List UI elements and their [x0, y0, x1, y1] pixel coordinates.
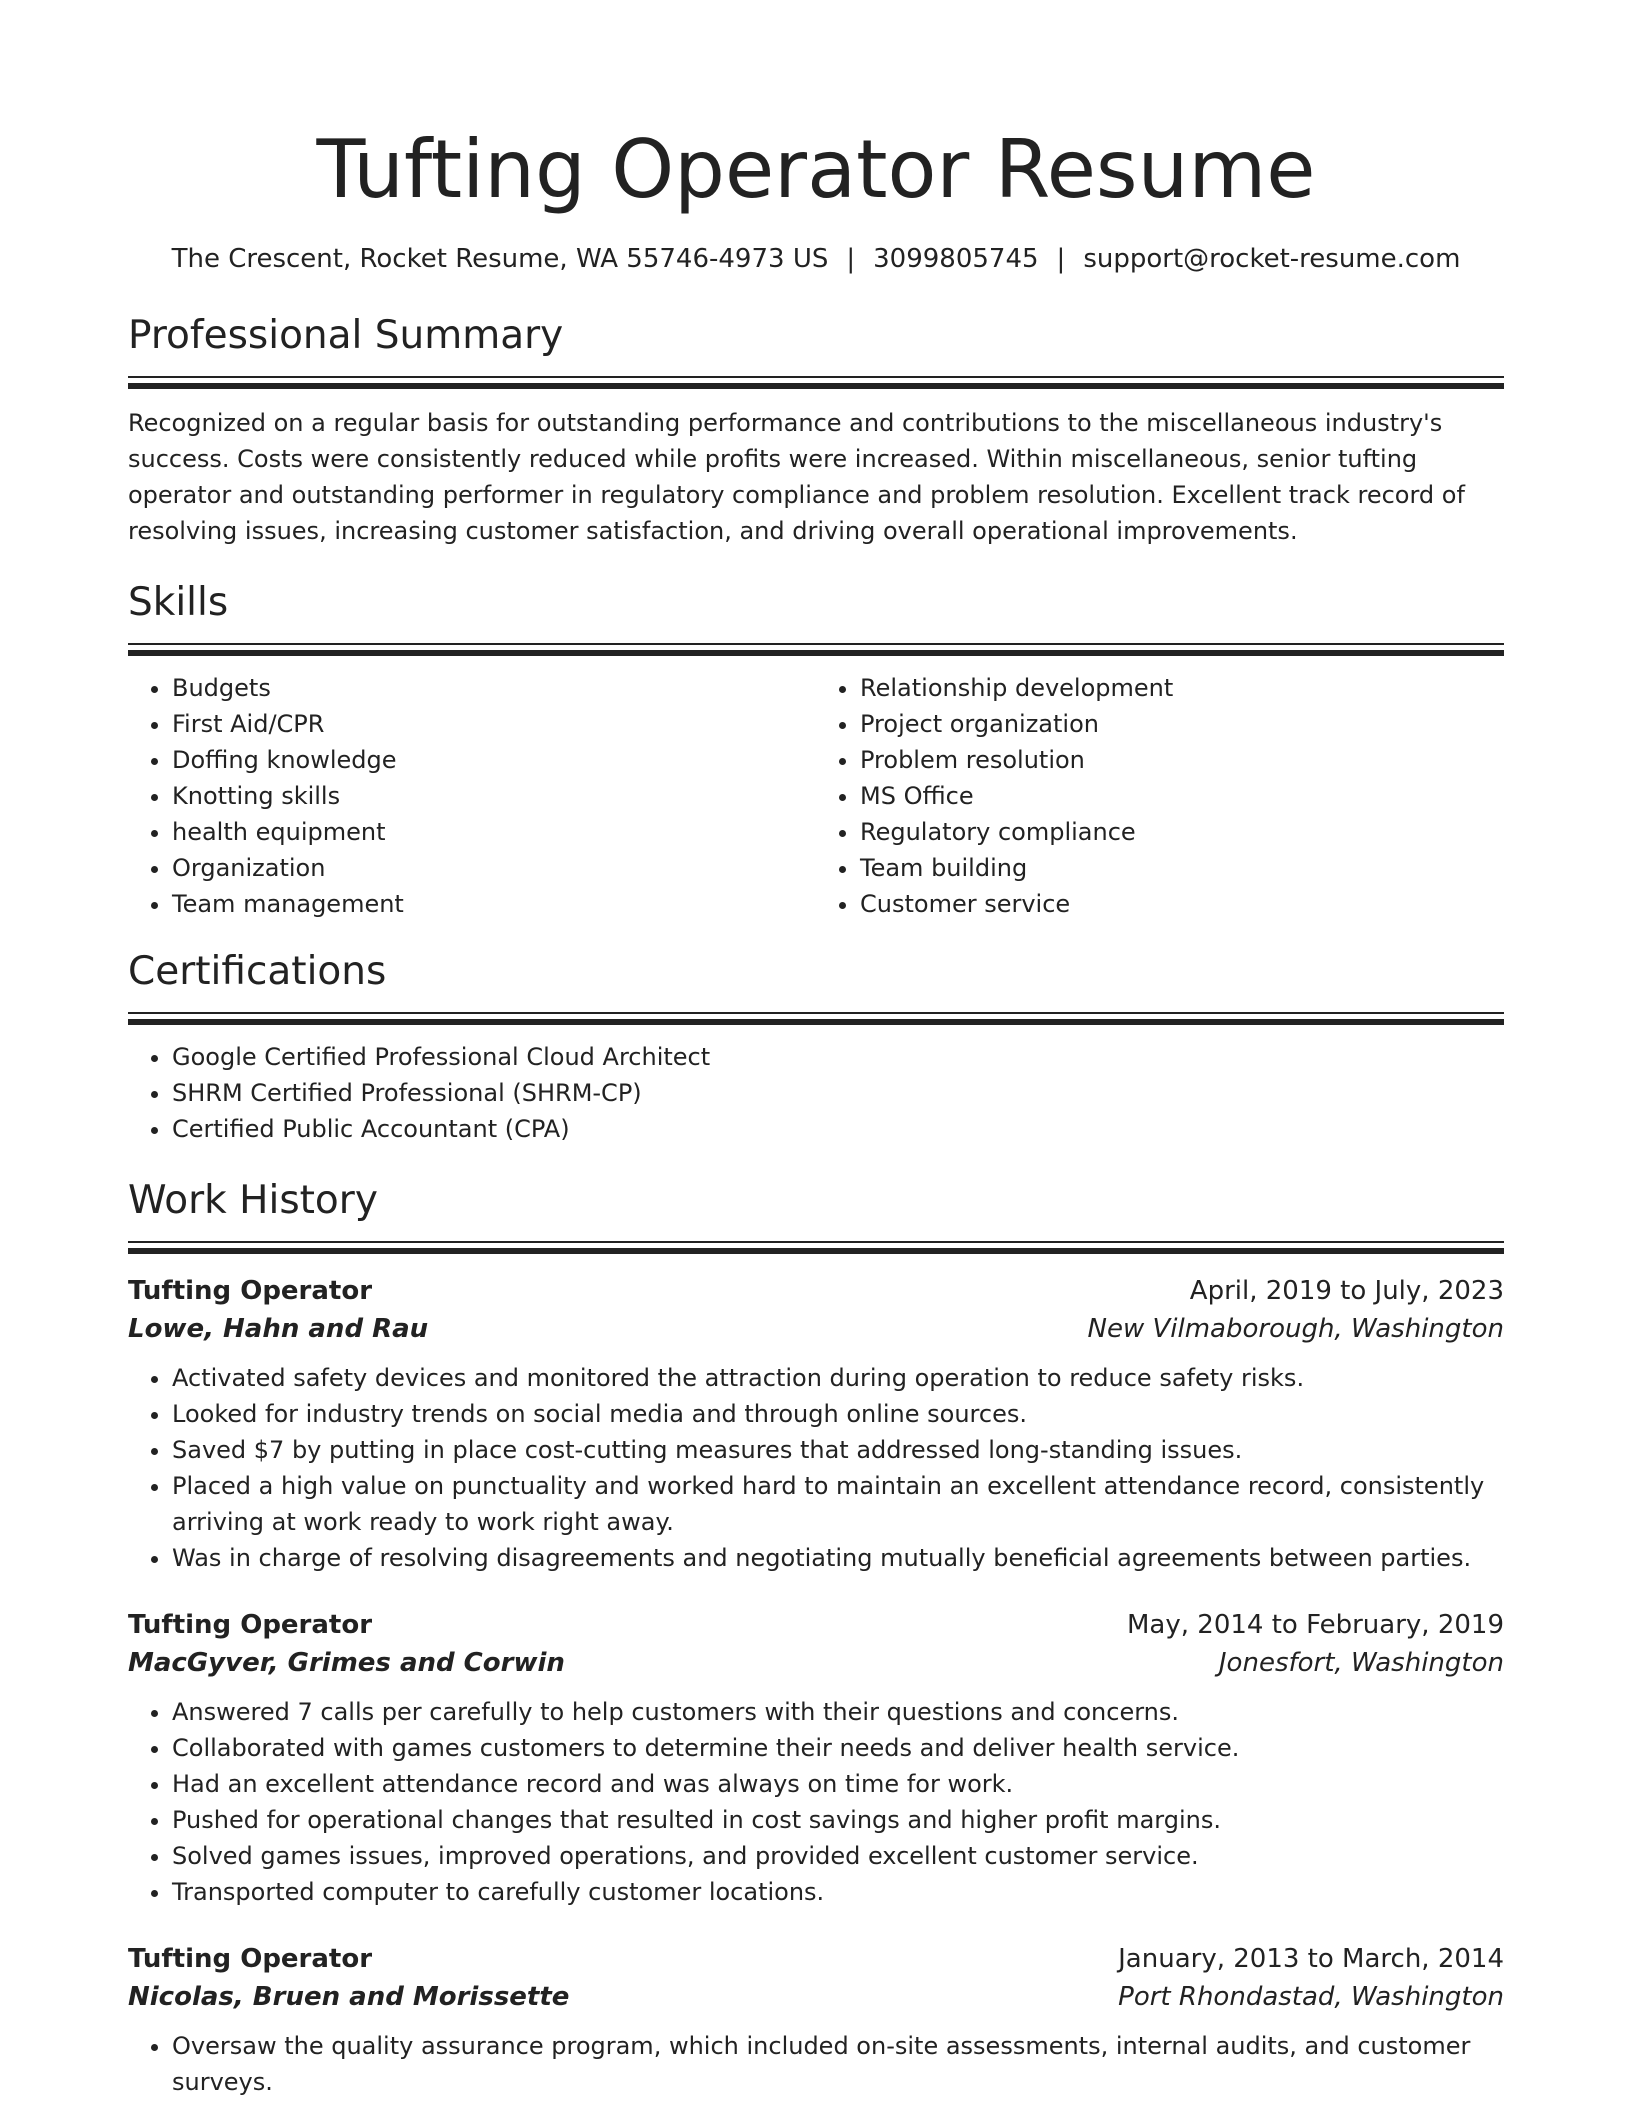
- job-entry: [128, 1272, 1504, 1576]
- job-duty: • Solved games issues, improved operations, and provided excellent customer service.: [172, 1838, 1504, 1874]
- job-title: Tufting Operator: [128, 1944, 373, 1974]
- job-entry: [128, 1606, 1504, 1910]
- contact-separator: |: [1056, 244, 1066, 274]
- certification-item: • Certified Public Accountant (CPA): [172, 1111, 1504, 1147]
- work-history-heading: Work History: [128, 1178, 378, 1223]
- skill-item: • MS Office: [860, 778, 1504, 814]
- skill-item: • Doffing knowledge: [172, 742, 816, 778]
- skill-item: • Problem resolution: [860, 742, 1504, 778]
- job-dates: May, 2014 to February, 2019: [1127, 1610, 1504, 1640]
- skill-item: • Team building: [860, 850, 1504, 886]
- job-entry: [128, 1940, 1504, 2100]
- job-location: Port Rhondastad, Washington: [1118, 1982, 1504, 2012]
- job-company: Lowe, Hahn and Rau: [128, 1314, 429, 1344]
- job-dates: April, 2019 to July, 2023: [1189, 1276, 1504, 1306]
- skill-item: • Customer service: [860, 886, 1504, 922]
- skills-list-right: [816, 670, 1504, 922]
- job-duty: • Placed a high value on punctuality and worked hard to maintain an excellent attendance record, consistently arriving at work ready to work right away.: [172, 1468, 1504, 1540]
- job-subheader: [128, 1978, 1504, 2016]
- job-company: MacGyver, Grimes and Corwin: [128, 1648, 565, 1678]
- job-duty: • Transported computer to carefully customer locations.: [172, 1874, 1504, 1910]
- job-company: Nicolas, Bruen and Morissette: [128, 1982, 570, 2012]
- job-duty: • Was in charge of resolving disagreements and negotiating mutually beneficial agreements between parties.: [172, 1540, 1504, 1576]
- job-duty: • Oversaw the quality assurance program, which included on-site assessments, internal audits, and customer surveys.: [172, 2028, 1504, 2100]
- job-duties: [128, 2028, 1504, 2100]
- skills-grid: [128, 656, 1504, 922]
- section-divider: [128, 1012, 1504, 1025]
- summary-section: [128, 310, 1504, 549]
- job-title: Tufting Operator: [128, 1276, 373, 1306]
- skills-section: [128, 577, 1504, 922]
- contact-phone: 3099805745: [873, 244, 1039, 274]
- section-divider: [128, 1241, 1504, 1254]
- job-dates: January, 2013 to March, 2014: [1118, 1944, 1504, 1974]
- contact-address: The Crescent, Rocket Resume, WA 55746-4973 US: [171, 244, 829, 274]
- skill-item: • health equipment: [172, 814, 816, 850]
- section-divider: [128, 643, 1504, 656]
- summary-text: Recognized on a regular basis for outstanding performance and contributions to the miscellaneous industry's success. Costs were consistently reduced while profits were increased. Within miscellaneous, senior tufting operator and outstanding performer in regulatory compliance and problem resolution. Excellent track record of resolving issues, increasing customer satisfaction, and driving overall operational improvements.: [128, 409, 1465, 545]
- contact-email: support@rocket-resume.com: [1083, 244, 1461, 274]
- summary-heading: Professional Summary: [128, 313, 564, 358]
- section-divider: [128, 376, 1504, 389]
- job-duties: [128, 1360, 1504, 1576]
- skill-item: • Organization: [172, 850, 816, 886]
- skills-list-left: [128, 670, 816, 922]
- contact-info: [128, 242, 1504, 276]
- certifications-heading: Certifications: [128, 949, 387, 994]
- certifications-section: [128, 946, 1504, 1147]
- job-location: Jonesfort, Washington: [1218, 1648, 1504, 1678]
- job-header: [128, 1940, 1504, 1978]
- skill-item: • Relationship development: [860, 670, 1504, 706]
- job-location: New Vilmaborough, Washington: [1087, 1314, 1504, 1344]
- job-duty: • Pushed for operational changes that resulted in cost savings and higher profit margins.: [172, 1802, 1504, 1838]
- resume-title: Tufting Operator Resume: [316, 123, 1316, 216]
- skill-item: • Knotting skills: [172, 778, 816, 814]
- job-duty: • Answered 7 calls per carefully to help customers with their questions and concerns.: [172, 1694, 1504, 1730]
- contact-separator: |: [846, 244, 856, 274]
- skill-item: • Budgets: [172, 670, 816, 706]
- job-duty: • Looked for industry trends on social media and through online sources.: [172, 1396, 1504, 1432]
- job-duty: • Activated safety devices and monitored the attraction during operation to reduce safety risks.: [172, 1360, 1504, 1396]
- job-title: Tufting Operator: [128, 1610, 373, 1640]
- job-subheader: [128, 1310, 1504, 1348]
- skill-item: • Project organization: [860, 706, 1504, 742]
- work-history-section: [128, 1175, 1504, 2100]
- job-duty: • Collaborated with games customers to determine their needs and deliver health service.: [172, 1730, 1504, 1766]
- job-duties: [128, 1694, 1504, 1910]
- job-duty: • Saved $7 by putting in place cost-cutting measures that addressed long-standing issues.: [172, 1432, 1504, 1468]
- certification-item: • Google Certified Professional Cloud Architect: [172, 1039, 1504, 1075]
- skill-item: • Team management: [172, 886, 816, 922]
- certification-item: • SHRM Certified Professional (SHRM-CP): [172, 1075, 1504, 1111]
- job-header: [128, 1606, 1504, 1644]
- skills-heading: Skills: [128, 580, 229, 625]
- job-duty: • Had an excellent attendance record and was always on time for work.: [172, 1766, 1504, 1802]
- job-subheader: [128, 1644, 1504, 1682]
- resume-page: [128, 0, 1504, 2100]
- certifications-list: [128, 1039, 1504, 1147]
- skill-item: • First Aid/CPR: [172, 706, 816, 742]
- job-header: [128, 1272, 1504, 1310]
- skill-item: • Regulatory compliance: [860, 814, 1504, 850]
